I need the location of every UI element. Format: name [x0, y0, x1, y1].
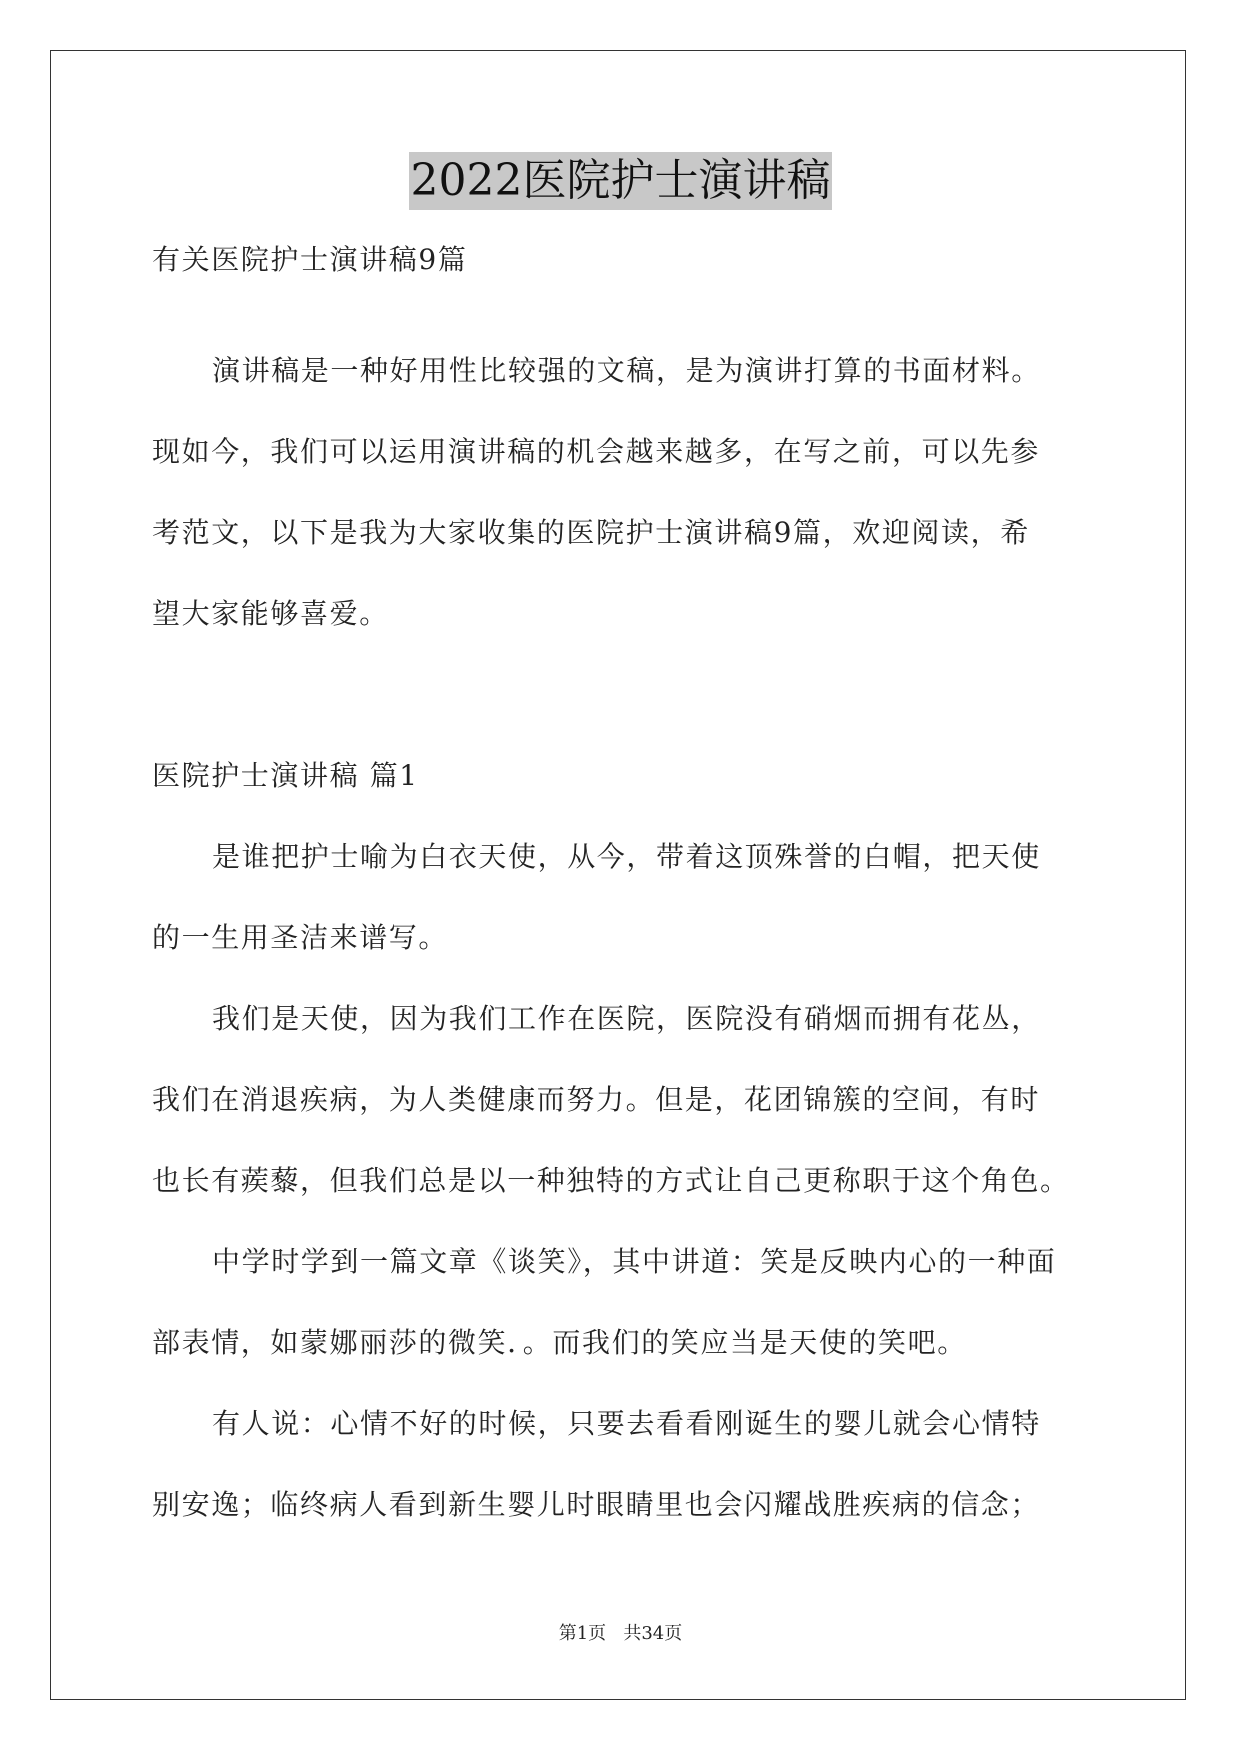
paragraph-line: 也长有蒺藜，但我们总是以一种独特的方式让自己更称职于这个角色。	[152, 1164, 1070, 1197]
paragraph-line: 我们在消退疾病，为人类健康而努力。但是，花团锦簇的空间，有时	[152, 1083, 1041, 1116]
paragraph-line: 现如今，我们可以运用演讲稿的机会越来越多，在写之前，可以先参	[152, 435, 1041, 468]
title-container	[0, 152, 1241, 210]
paragraph-line: 别安逸；临终病人看到新生婴儿时眼睛里也会闪耀战胜疾病的信念；	[152, 1488, 1041, 1521]
paragraph-line: 是谁把护士喻为白衣天使，从今，带着这顶殊誉的白帽，把天使	[212, 840, 1041, 873]
paragraph-line: 部表情，如蒙娜丽莎的微笑．。而我们的笑应当是天使的笑吧。	[152, 1326, 967, 1359]
paragraph-line: 考范文，以下是我为大家收集的医院护士演讲稿9篇，欢迎阅读，希	[152, 516, 1030, 549]
document-title: 2022医院护士演讲稿	[409, 152, 833, 210]
intro-heading: 有关医院护士演讲稿9篇	[152, 243, 468, 276]
paragraph-line: 的一生用圣洁来谱写。	[152, 921, 449, 954]
page-number-footer: 第1页 共34页	[558, 1623, 683, 1644]
paragraph-line: 中学时学到一篇文章《谈笑》，其中讲道：笑是反映内心的一种面	[212, 1245, 1057, 1278]
paragraph-line: 我们是天使，因为我们工作在医院，医院没有硝烟而拥有花丛，	[212, 1002, 1041, 1035]
section-heading: 医院护士演讲稿 篇1	[152, 759, 419, 792]
paragraph-line: 望大家能够喜爱。	[152, 597, 389, 630]
paragraph-line: 演讲稿是一种好用性比较强的文稿，是为演讲打算的书面材料。	[212, 354, 1041, 387]
paragraph-line: 有人说：心情不好的时候，只要去看看刚诞生的婴儿就会心情特	[212, 1407, 1041, 1440]
